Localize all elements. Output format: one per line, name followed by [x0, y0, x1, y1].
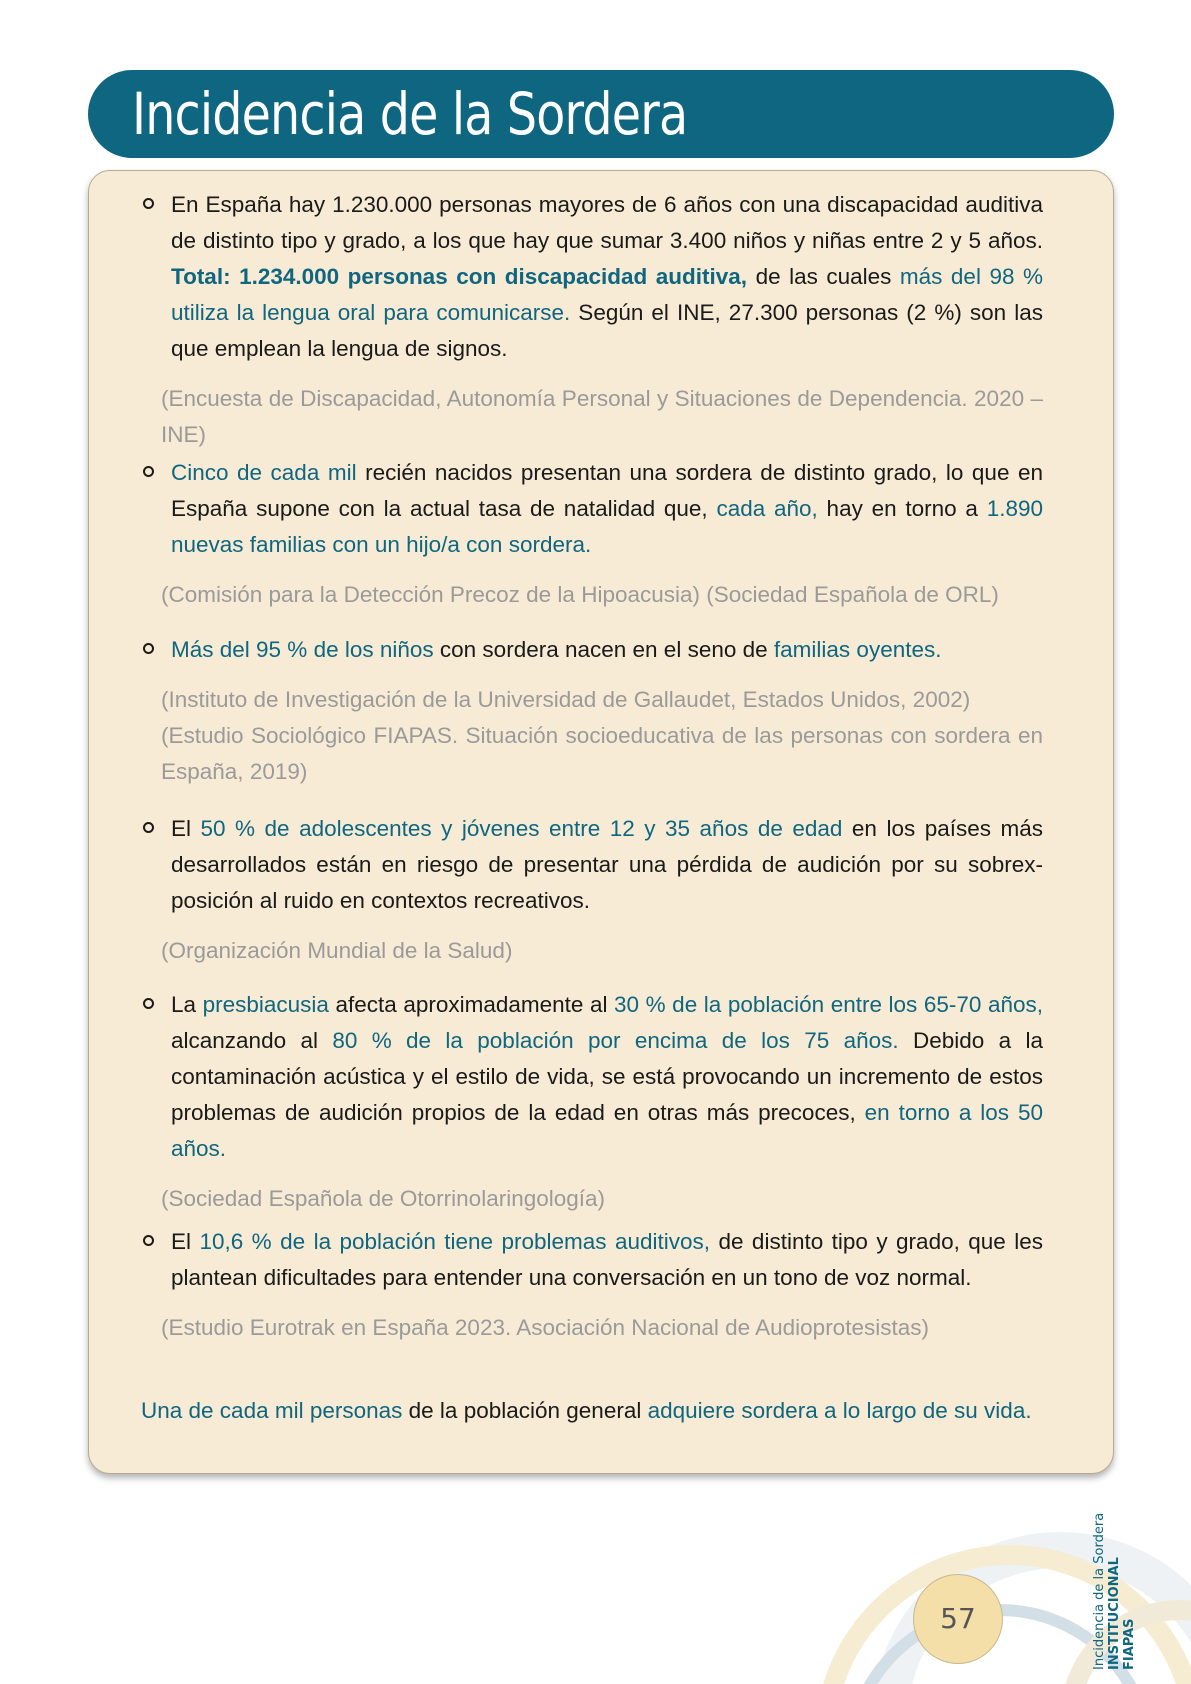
highlight: 1.890 nuevas familias con un hijo/a con sordera. [171, 496, 1043, 557]
highlight: en torno a los 50 años. [171, 1100, 1043, 1161]
highlight-bold: Total: 1.234.000 personas con discapacidad auditiva, [171, 264, 748, 289]
highlight: Una de cada mil personas [141, 1398, 403, 1423]
text-segment: de las cuales [747, 264, 900, 289]
highlight: cada año, [716, 496, 818, 521]
source-citation: (Comisión para la Detección Precoz de la Hipoacusia) (Sociedad Española de ORL) [161, 582, 999, 607]
text-segment: En España hay 1.230.000 personas mayores de 6 años con una discapacidad auditiva de distinto tipo y grado, a los que hay que sumar 3.400 niños y niñas entre 2 y 5 años. [171, 192, 1043, 253]
text-segment: hay en torno a [817, 496, 987, 521]
text-segment: de la población general [402, 1398, 648, 1423]
side-label-org: FIAPAS [1122, 1618, 1137, 1670]
text-segment: La [171, 992, 203, 1017]
text-segment: con sordera nacen en el seno de [433, 637, 774, 662]
text-segment: Debido a la contaminación acústica y el estilo de vida, se está provocando un incremento de estos problemas de audición propios de la edad en otras más precoces, [171, 1028, 1043, 1125]
highlight: Más del 95 % de los niños [171, 637, 434, 662]
text-segment: El [171, 816, 201, 841]
text-segment: alcanzando al [171, 1028, 333, 1053]
highlight: 10,6 % de la población tiene problemas auditivos, [199, 1229, 711, 1254]
page-number: 57 [913, 1574, 1003, 1664]
highlight: presbiacusia [202, 992, 329, 1017]
highlight: adquiere sordera a lo largo de su vida. [647, 1398, 1032, 1423]
page-title: Incidencia de la Sordera [132, 80, 688, 148]
highlight: 30 % de la población entre los 65-70 años, [614, 992, 1044, 1017]
highlight: Cinco de cada mil [171, 460, 357, 485]
text-segment: El [171, 1229, 200, 1254]
text-segment: recién nacidos presentan una sordera de distinto grado, lo que en España supone con la actual tasa de natalidad que, [171, 460, 1043, 521]
side-label [1092, 1513, 1137, 1670]
highlight: familias oyentes. [773, 637, 942, 662]
text-segment: de distinto tipo y grado, que les plantean dificultades para entender una conversación en un tono de voz normal. [171, 1229, 1044, 1290]
source-citation: (Organización Mundial de la Salud) [161, 938, 513, 963]
source-citation: (Instituto de Investigación de la Universidad de Gallaudet, Estados Unidos, 2002) [161, 687, 971, 712]
text-segment: afecta aproximadamente al [328, 992, 615, 1017]
text-segment: Según el INE, 27.300 personas (2 %) son las que emplean la lengua de signos. [171, 300, 1044, 361]
highlight: más del 98 % utiliza la lengua oral para comunicarse. [171, 264, 1043, 325]
side-label-section: Incidencia de la Sordera [1092, 1512, 1107, 1670]
side-label-category: INSTITUCIONAL [1107, 1557, 1122, 1670]
source-citation: (Estudio Sociológico FIAPAS. Situación socioeducativa de las personas con sordera en España, 2019) [161, 723, 1043, 784]
highlight: 50 % de adolescentes y jóvenes entre 12 y 35 años de edad [200, 816, 843, 841]
source-citation: (Encuesta de Discapacidad, Autonomía Personal y Situaciones de Dependencia. 2020 – INE) [161, 386, 1043, 447]
source-citation: (Estudio Eurotrak en España 2023. Asociación Nacional de Audioprotesistas) [161, 1315, 929, 1340]
text-segment: en los países más desarrollados están en riesgo de presentar una pérdida de audición por su sobrex-posición al ruido en contextos recreativos. [171, 816, 1044, 913]
highlight: 80 % de la población por encima de los 75 años. [332, 1028, 899, 1053]
source-citation: (Sociedad Española de Otorrinolaringología) [161, 1186, 606, 1211]
